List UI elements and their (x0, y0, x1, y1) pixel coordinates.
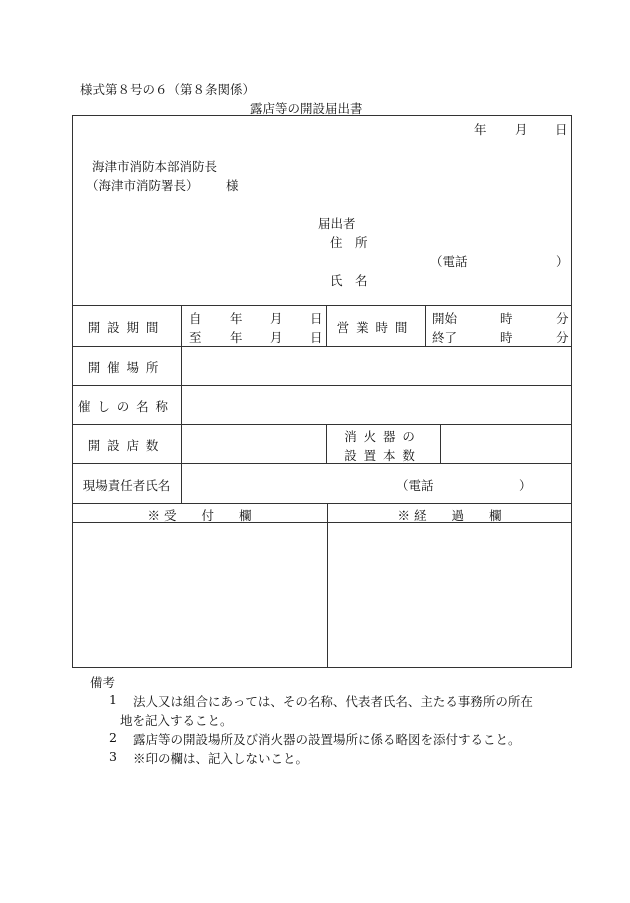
store-count-field[interactable] (182, 425, 325, 462)
note-text: 法人又は組合にあっては、その名称、代表者氏名、主たる事務所の所在 (133, 694, 533, 709)
note-number: 2 (109, 730, 117, 745)
store-count-label: 開設店数 (87, 438, 166, 453)
period-from-month: 月 (270, 311, 283, 326)
form-title: 露店等の開設届出書 (250, 101, 363, 116)
hours-start: 開始 (432, 311, 458, 326)
applicant-address-label: 住 所 (330, 235, 368, 250)
note-number: 1 (109, 692, 117, 707)
date-year: 年 (474, 122, 487, 137)
notes-heading: 備考 (90, 675, 116, 690)
divider-line (72, 503, 572, 504)
hours-end-hour: 時 (500, 330, 513, 345)
date-month: 月 (515, 122, 528, 137)
divider-line (72, 463, 572, 464)
applicant-phone-close: ） (556, 254, 569, 269)
note-text: 露店等の開設場所及び消火器の設置場所に係る略図を添付すること。 (133, 732, 521, 747)
note-text-continued: 地を記入すること。 (120, 713, 233, 728)
addressee-honorific: 様 (226, 178, 239, 193)
event-name-field[interactable] (182, 386, 571, 423)
manager-label: 現場責任者氏名 (82, 478, 171, 493)
venue-label: 開催場所 (87, 360, 166, 375)
divider-line (425, 305, 426, 346)
period-from-day: 日 (310, 311, 323, 326)
period-from-year: 年 (230, 311, 243, 326)
note-number: 3 (109, 749, 117, 764)
divider-line (72, 305, 572, 306)
period-from: 自 (189, 311, 202, 326)
applicant-phone-open: （電話 (430, 254, 468, 269)
extinguisher-label-2: 設置本数 (344, 448, 422, 463)
event-name-label: 催しの名称 (78, 399, 175, 414)
reception-header: ※ 受 付 欄 (147, 508, 252, 523)
hours-start-hour: 時 (500, 311, 513, 326)
date-day: 日 (555, 122, 568, 137)
extinguisher-label-1: 消火器の (344, 429, 422, 444)
applicant-label: 届出者 (318, 216, 356, 231)
progress-header: ※ 経 過 欄 (397, 508, 502, 523)
hours-end: 終了 (432, 330, 458, 345)
period-to: 至 (189, 330, 202, 345)
note-text: ※印の欄は、記入しないこと。 (133, 751, 309, 766)
period-to-month: 月 (270, 330, 283, 345)
addressee-station: （海津市消防署長） (86, 178, 199, 193)
period-to-day: 日 (310, 330, 323, 345)
form-number: 様式第８号の６（第８条関係） (80, 82, 256, 97)
hours-start-minute: 分 (556, 311, 569, 326)
manager-phone-open: （電話 (396, 478, 434, 493)
addressee-chief: 海津市消防本部消防長 (92, 159, 218, 174)
period-label: 開設期間 (87, 320, 166, 335)
manager-phone-close: ） (519, 478, 532, 493)
period-to-year: 年 (230, 330, 243, 345)
applicant-name-label: 氏 名 (330, 273, 368, 288)
hours-label: 営業時間 (336, 320, 415, 335)
extinguisher-count-field[interactable] (441, 425, 571, 462)
venue-field[interactable] (182, 347, 571, 384)
hours-end-minute: 分 (556, 330, 569, 345)
divider-line (327, 503, 328, 668)
